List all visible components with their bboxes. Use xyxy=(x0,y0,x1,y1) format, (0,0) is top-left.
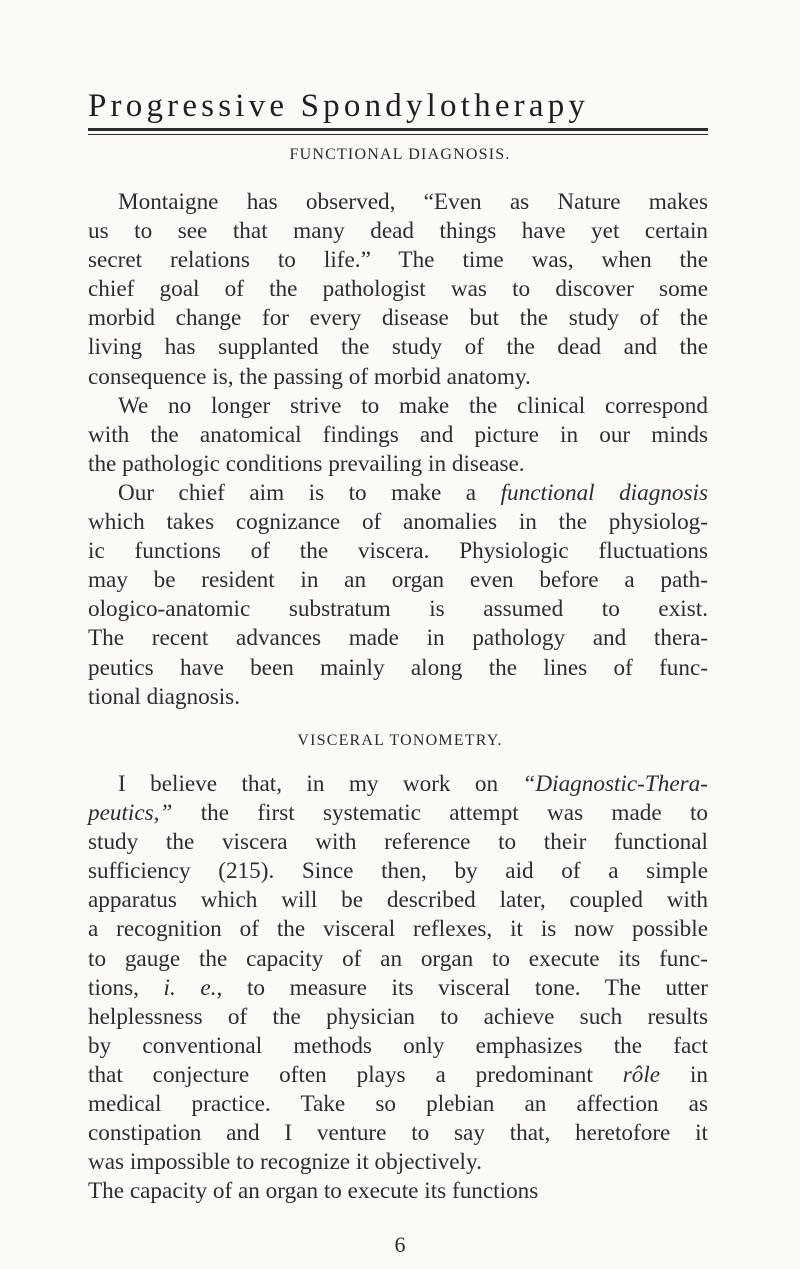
text-line: tional diagnosis. xyxy=(88,683,240,710)
text-line: We no longer strive to make the clinical correspond xyxy=(118,392,708,419)
text-line: helplessness of the physician to achieve such results xyxy=(88,1003,708,1030)
italic-word: rôle xyxy=(622,1061,661,1088)
text-fragment: to measure its visceral tone. The utter xyxy=(222,974,708,1001)
text-line: peutics have been mainly along the lines of func- xyxy=(88,654,708,681)
text-line: The capacity of an organ to execute its functions xyxy=(88,1178,539,1205)
text-line: a recognition of the visceral reflexes, it is now possible xyxy=(88,916,708,943)
text-fragment: that conjecture often plays a predominant xyxy=(88,1061,623,1088)
text-fragment: the first systematic attempt was made to xyxy=(172,800,708,827)
text-line: constipation and I venture to say that, heretofore it xyxy=(88,1120,708,1147)
italic-title: peutics,” xyxy=(88,800,173,827)
text-line: chief goal of the pathologist was to discover some xyxy=(88,276,708,303)
text-line xyxy=(88,479,708,508)
text-line: morbid change for every disease but the study of the xyxy=(88,305,708,332)
text-line xyxy=(88,799,708,828)
text-fragment: in xyxy=(660,1061,708,1088)
text-line: medical practice. Take so plebian an affection as xyxy=(88,1091,708,1118)
section-heading-functional-diagnosis: FUNCTIONAL DIAGNOSIS. xyxy=(289,146,511,163)
section-heading-visceral-tonometry: VISCERAL TONOMETRY. xyxy=(297,732,503,749)
running-head: Progressive Spondylotherapy xyxy=(88,88,590,124)
text-line: was impossible to recognize it objectively. xyxy=(88,1149,482,1176)
text-line: The recent advances made in pathology and thera- xyxy=(88,625,708,652)
text-line xyxy=(88,974,708,1003)
text-line: sufficiency (215). Since then, by aid of a simple xyxy=(88,858,708,885)
text-fragment: I believe that, in my work on xyxy=(118,771,523,797)
text-line: secret relations to life.” The time was, when the xyxy=(88,247,708,274)
text-line: by conventional methods only emphasizes the fact xyxy=(88,1032,708,1059)
paragraph-visceral-tonometry xyxy=(88,770,708,1206)
paragraph-functional-diagnosis xyxy=(88,188,708,712)
text-line: ologico-anatomic substratum is assumed to exist. xyxy=(88,596,708,623)
text-line: study the viscera with reference to their functional xyxy=(88,829,708,856)
text-fragment: tions, xyxy=(88,974,164,1001)
text-line: with the anatomical findings and picture in our minds xyxy=(88,421,708,448)
text-line: ic functions of the viscera. Physiologic fluctuations xyxy=(88,538,708,565)
header-rule-thin xyxy=(88,134,708,135)
text-line: to gauge the capacity of an organ to execute its func- xyxy=(88,945,708,972)
text-fragment: Our chief aim is to make a xyxy=(118,479,501,506)
text-line: may be resident in an organ even before a path- xyxy=(88,567,708,594)
text-line: the pathologic conditions prevailing in disease. xyxy=(88,450,525,477)
text-line: us to see that many dead things have yet certain xyxy=(88,218,708,245)
italic-abbreviation: i. e., xyxy=(163,974,223,1001)
header-rule-thick xyxy=(88,128,708,131)
text-line: consequence is, the passing of morbid anatomy. xyxy=(88,363,531,390)
text-line: which takes cognizance of anomalies in the physiolog- xyxy=(88,509,708,536)
text-line: apparatus which will be described later, coupled with xyxy=(88,887,708,914)
text-line xyxy=(88,770,708,799)
italic-phrase: functional diagnosis xyxy=(500,479,708,506)
italic-title: “Diagnostic-Thera- xyxy=(522,771,708,797)
text-line: living has supplanted the study of the dead and the xyxy=(88,334,708,361)
text-line xyxy=(88,1061,708,1090)
page-number: 6 xyxy=(394,1232,406,1257)
text-line: Montaigne has observed, “Even as Nature makes xyxy=(118,189,708,215)
